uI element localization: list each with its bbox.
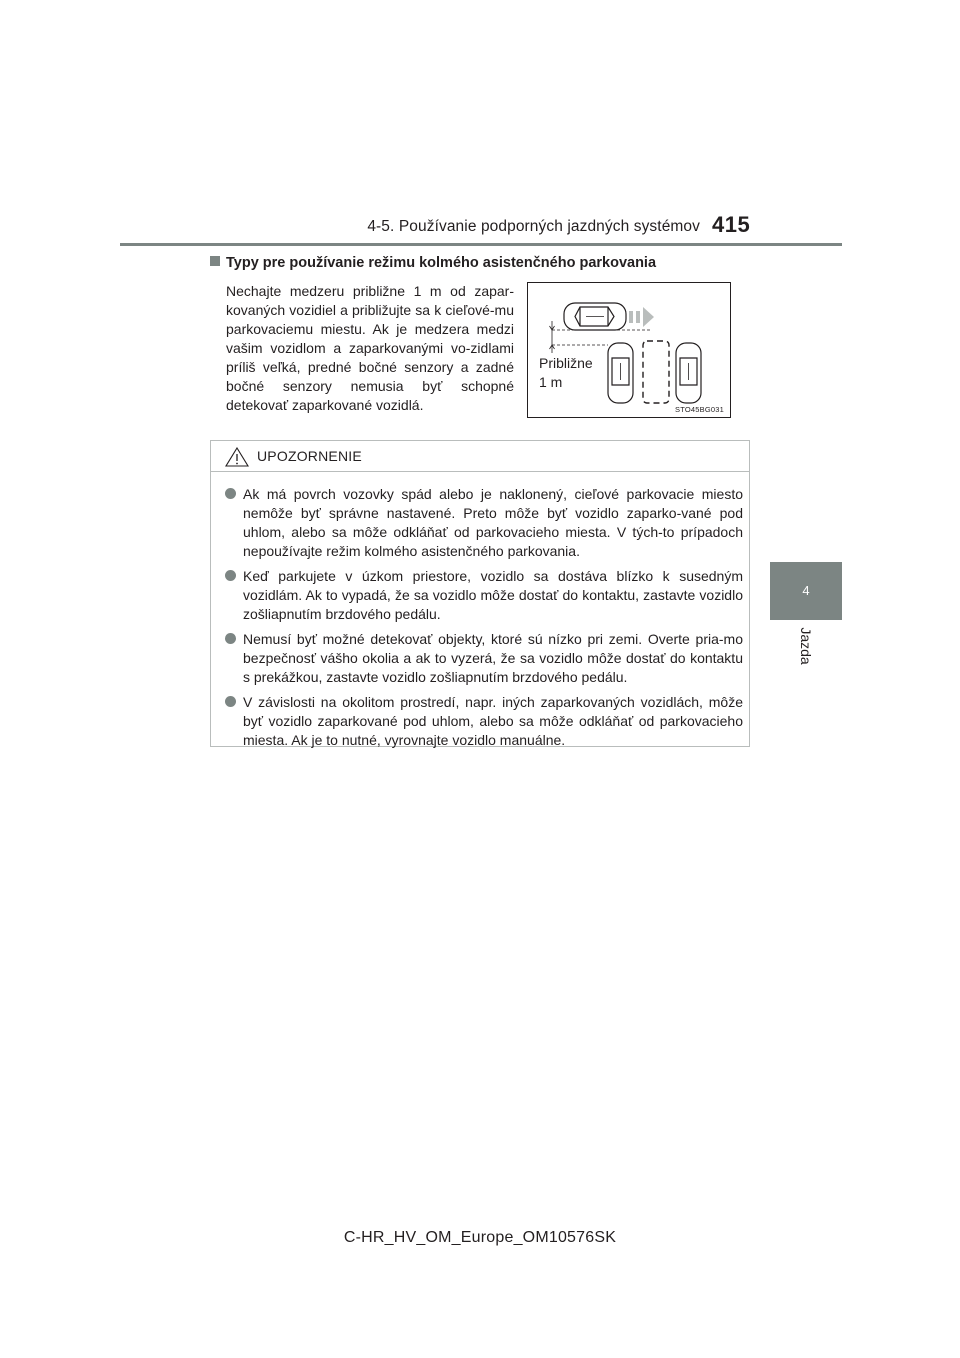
target-parking-space [643,341,669,403]
bullet-icon [225,570,236,581]
distance-guides [552,330,650,345]
figure-code: STO45BG031 [675,405,724,414]
footer-code: C-HR_HV_OM_Europe_OM10576SK [343,1229,617,1246]
distance-marker [550,321,555,353]
bullet-icon [225,633,236,644]
bullet-icon [225,488,236,499]
caution-box [210,440,750,747]
chapter-label: Jazda [798,627,814,665]
warning-triangle-icon [225,447,249,467]
list-item: V závislosti na okolitom prostredí, napr. iných zaparkovaných vozidlách, môže byť vozidlo zaparkované pod uhlom, alebo sa môže odkláňať od parkovacieho miesta. Ak je to nutné, vyrovnajte vozidlo manuálne. [225,693,743,750]
intro-paragraph: Nechajte medzeru približne 1 m od zapar-kovaných vozidiel a približujte sa k cieľové-mu parkovaciemu miestu. Ak je medzera medzi vašim vozidlom a zaparkovanými vo-zidlami príliš veľká, predné bočné senzory a zadné bočné senzory nemusia byť schopné detekovať zaparkované vozidlá. [226,283,514,413]
section-heading-text: Typy pre používanie režimu kolmého asistenčného parkovania [226,255,657,271]
list-item: Nemusí byť možné detekovať objekty, ktoré sú nízko pri zemi. Overte pria-mo bezpečnosť vášho okolia a ak to vyzerá, že sa vozidlo môže dostať do kontaktu s prekážkou, zastavte vozidlo zošliapnutím brzdového pedálu. [225,630,743,687]
list-item: Ak má povrch vozovky spád alebo je naklonený, cieľové parkovacie miesto nemôže byť správne nastavené. Preto môže byť vozidlo zaparko-vané pod uhlom, alebo sa môže odkláňať od parkovacieho miesta. V tých-to prípadoch nepoužívajte režim kolmého asistenčného parkovania. [225,485,743,561]
parking-diagram [527,282,731,418]
running-header: 4-5. Používanie podporných jazdných systémov [367,218,700,235]
moving-car-icon [564,303,626,330]
list-item: Keď parkujete v úzkom priestore, vozidlo sa dostáva blízko k susedným vozidlám. Ak to vypadá, že sa vozidlo môže dostať do kontaktu, zastavte vozidlo zošliapnutím brzdového pedálu. [225,567,743,624]
chapter-tab: 4 [770,562,842,620]
direction-arrow-icon [629,307,654,327]
chapter-label-wrap [770,620,842,680]
bullet-icon [225,696,236,707]
distance-label [539,354,593,392]
caution-header [211,441,749,472]
square-bullet-icon [210,256,220,266]
parked-car-left-icon [608,343,633,403]
parking-diagram-art [528,283,731,418]
caution-list [225,485,743,756]
parked-car-right-icon [676,343,701,403]
distance-label-line2: 1 m [539,374,563,390]
header-rule [120,243,842,246]
section-heading [210,255,656,271]
page-number: 415 [712,212,751,237]
distance-label-line1: Približne [539,355,593,371]
caution-title: UPOZORNENIE [257,448,362,464]
